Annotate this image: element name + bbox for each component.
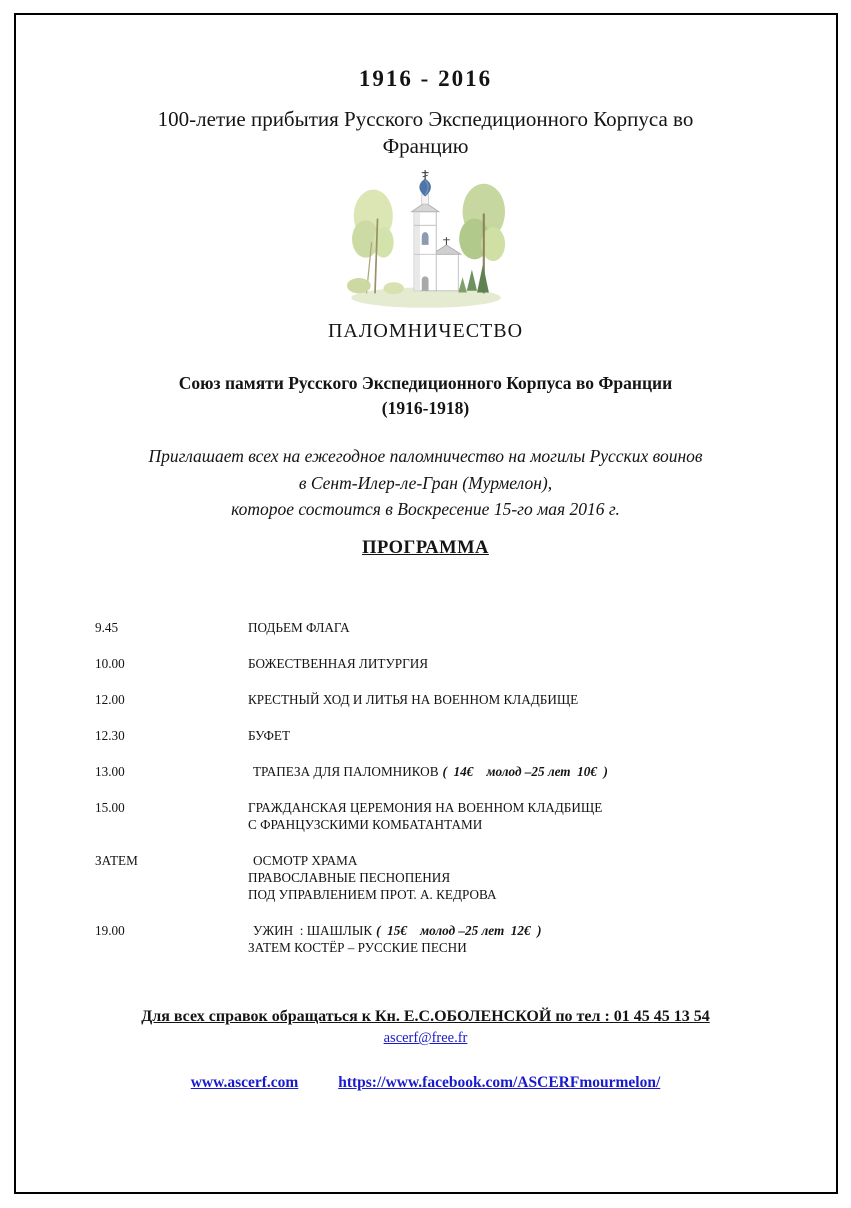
program-line: БОЖЕСТВЕННАЯ ЛИТУРГИЯ [248,656,429,672]
program-line: С ФРАНЦУЗСКИМИ КОМБАТАНТАМИ [248,817,483,833]
program-line: БУФЕТ [248,728,290,744]
program-line-text: УЖИН : ШАШЛЫК [253,923,373,939]
program-line: ПОДЬЕМ ФЛАГА [248,620,350,636]
contact-info: Для всех справок обращаться к Кн. Е.С.ОБОЛЕНСКОЙ по тел : 01 45 45 13 54 [141,1008,710,1026]
footer [0,1008,851,1092]
facebook-link[interactable]: https://www.facebook.com/ASCERFmourmelon/ [338,1074,661,1092]
program-description [248,619,851,636]
program-line [248,922,851,939]
program-description [248,655,851,672]
union-block [0,371,851,422]
program-time: 10.00 [95,656,125,672]
program-time: 19.00 [95,923,125,939]
program-row [95,655,851,672]
links-row [0,1074,851,1092]
website-link[interactable]: www.ascerf.com [190,1074,299,1092]
program-description [248,922,851,956]
invitation-block [0,443,851,522]
program-line: ПОД УПРАВЛЕНИЕМ ПРОТ. А. КЕДРОВА [248,887,497,903]
price-note: ( 14€ молод –25 лет 10€ ) [442,764,608,780]
program-schedule [95,619,851,956]
program-description [248,727,851,744]
program-row [95,763,851,780]
program-time: 9.45 [95,620,119,636]
program-time: 12.30 [95,728,125,744]
title-years: 1916 - 2016 [358,66,493,91]
program-row [95,922,851,956]
program-line: ОСМОТР ХРАМА [253,853,358,869]
program-row [95,852,851,903]
program-line [248,763,851,780]
program-time: 12.00 [95,692,125,708]
program-line: ГРАЖДАНСКАЯ ЦЕРЕМОНИЯ НА ВОЕННОМ КЛАДБИЩЕ [248,800,603,816]
price-note: ( 15€ молод –25 лет 12€ ) [376,923,542,939]
invitation-line-1: Приглашает всех на ежегодное паломничество на могилы Русских воинов [148,446,703,467]
program-row [95,691,851,708]
program-description [248,799,851,833]
program-description [248,691,851,708]
program-row [95,799,851,833]
pilgrimage-heading: ПАЛОМНИЧЕСТВО [327,319,524,342]
program-line-text: ТРАПЕЗА ДЛЯ ПАЛОМНИКОВ [253,764,439,780]
program-line: КРЕСТНЫЙ ХОД И ЛИТЬЯ НА ВОЕННОМ КЛАДБИЩЕ [248,692,579,708]
invitation-line-3: которое состоится в Воскресение 15-го мая 2016 г. [231,498,620,519]
invitation-line-2: в Сент-Илер-ле-Гран (Мурмелон), [298,472,553,493]
program-description [248,763,851,780]
program-line: ЗАТЕМ КОСТЁР – РУССКИЕ ПЕСНИ [248,940,467,956]
union-years: (1916-1918) [381,397,470,418]
program-time: 15.00 [95,800,125,816]
union-name: Союз памяти Русского Экспедиционного Корпуса во Франции [178,372,673,393]
program-time: ЗАТЕМ [95,853,138,869]
program-heading-wrap [0,522,851,559]
program-row [95,619,851,636]
subtitle-centenary: 100-летие прибытия Русского Экспедиционного Корпуса во Францию [157,107,694,159]
program-time: 13.00 [95,764,125,780]
church-illustration [341,169,511,314]
church-watercolor-icon [341,169,511,314]
program-row [95,727,851,744]
program-heading: ПРОГРАММА [362,538,489,559]
email-link[interactable]: ascerf@free.fr [383,1030,468,1047]
program-description [248,852,851,903]
program-line: ПРАВОСЛАВНЫЕ ПЕСНОПЕНИЯ [248,870,451,886]
email-line [0,1029,851,1047]
